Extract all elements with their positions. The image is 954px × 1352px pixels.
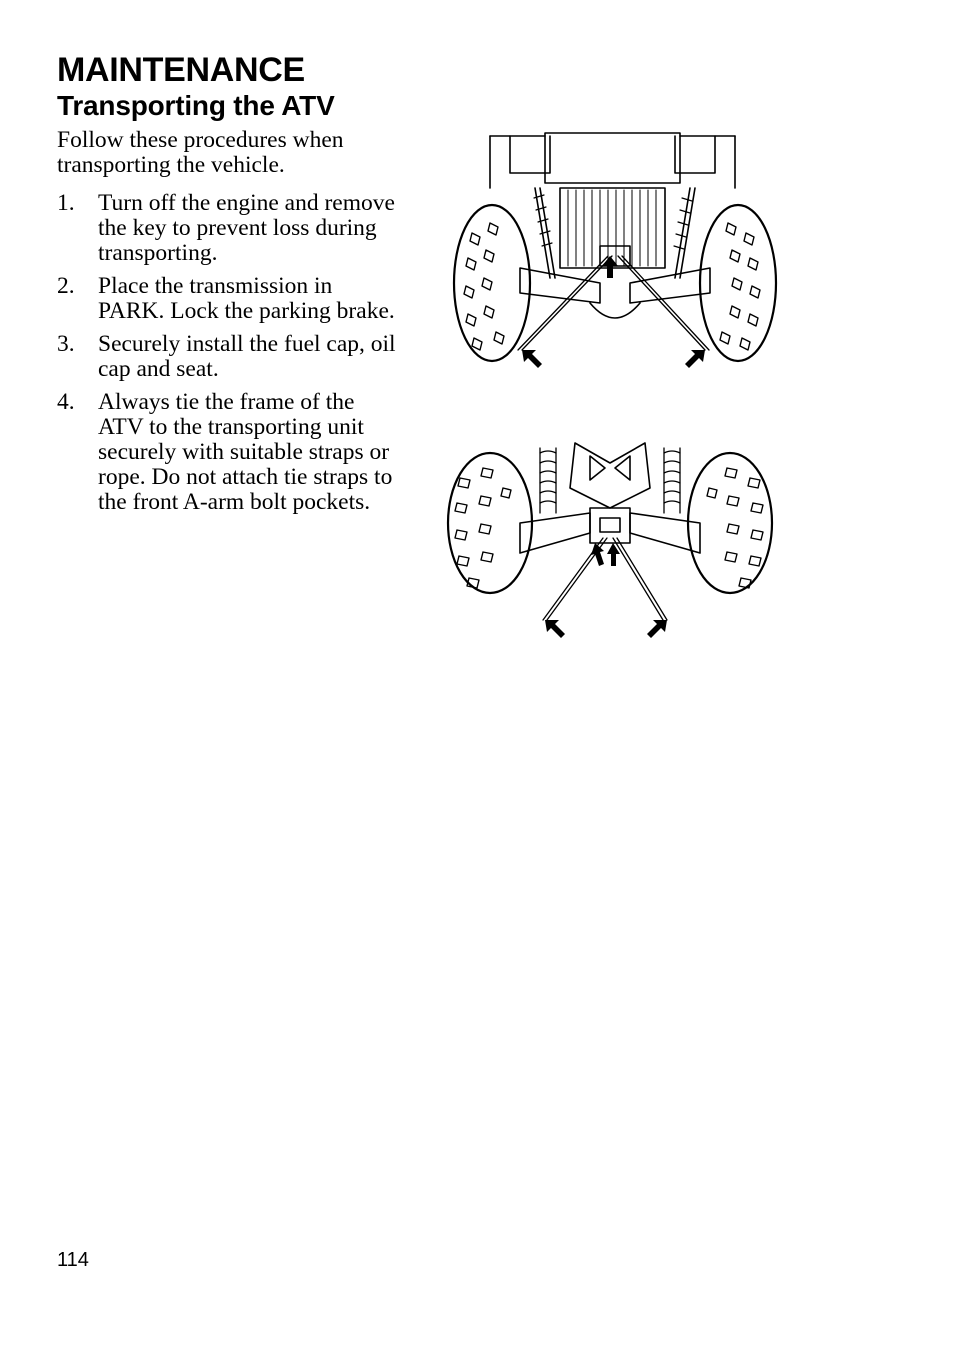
step-number: 3.	[57, 331, 75, 357]
step-text: Turn off the engine and remove the key to prevent loss during transporting.	[98, 190, 395, 266]
page-title: Transporting the ATV	[57, 90, 335, 121]
section-title: MAINTENANCE	[57, 51, 305, 89]
step-number: 1.	[57, 190, 75, 216]
step-number: 4.	[57, 389, 75, 415]
step-text: Place the transmission in PARK. Lock the parking brake.	[98, 273, 395, 324]
step-text: Always tie the frame of the ATV to the transporting unit securely with suitable straps or rope. Do not attach tie straps to the front A-arm bolt pockets.	[98, 389, 393, 515]
step-number: 2.	[57, 273, 75, 299]
page-number: 114	[57, 1249, 89, 1271]
list-item	[57, 274, 397, 324]
list-item	[57, 332, 397, 382]
steps-list	[57, 191, 397, 523]
atv-rear-tie-down-illustration	[450, 128, 780, 373]
atv-front-tie-down-illustration	[445, 438, 775, 638]
step-text: Securely install the fuel cap, oil cap and seat.	[98, 331, 396, 382]
intro-paragraph: Follow these procedures when transporting the vehicle.	[57, 127, 344, 178]
list-item	[57, 390, 397, 515]
list-item	[57, 191, 397, 266]
